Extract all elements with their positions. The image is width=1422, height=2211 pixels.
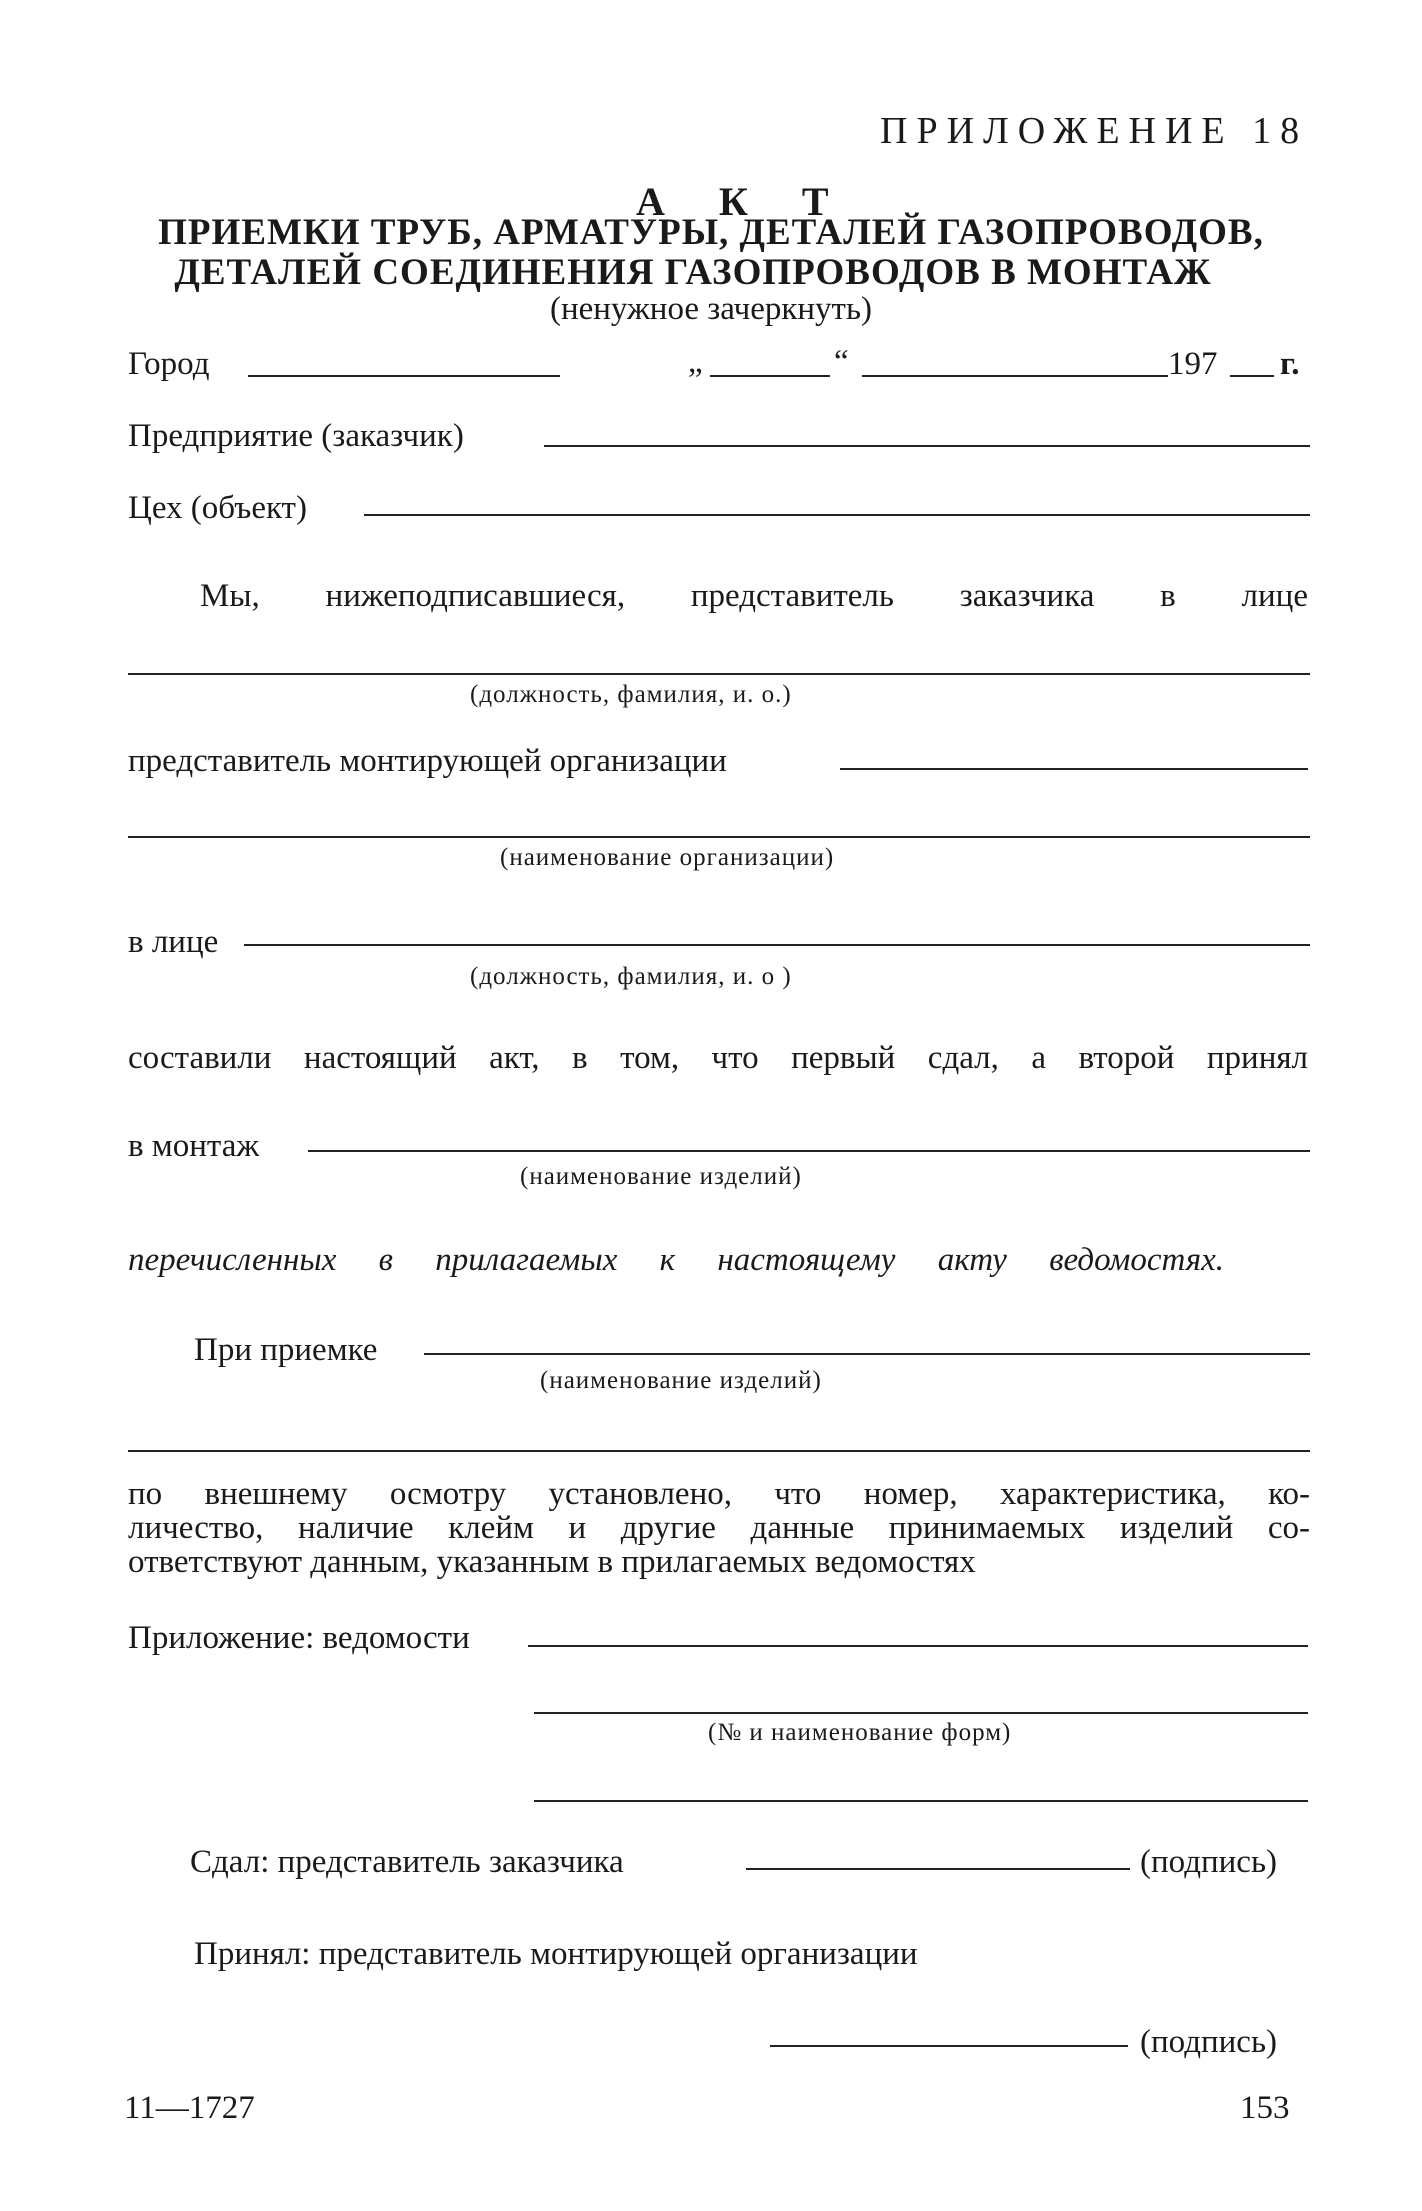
doc-title-line1: ПРИЕМКИ ТРУБ, АРМАТУРЫ, ДЕТАЛЕЙ ГАЗОПРОВОДОВ, [158, 212, 1264, 253]
title-note: (ненужное зачеркнуть) [549, 291, 873, 327]
inspection-line-2: личество, наличие клейм и другие данные принимаемых изделий со- [128, 1510, 1310, 1546]
installer-label: представитель монтирующей организации [128, 743, 727, 779]
installation-label: в монтаж [128, 1128, 260, 1164]
p1-word: в [1160, 578, 1176, 614]
caption-position-name: (должность, фамилия, и. о.) [470, 681, 792, 708]
in-person-field-line [244, 944, 1310, 946]
installation-field-line [308, 1150, 1310, 1152]
doc-title-line2: ДЕТАЛЕЙ СОЕДИНЕНИЯ ГАЗОПРОВОДОВ В МОНТАЖ [174, 252, 1212, 293]
drawn-up-text: составили настоящий акт, в том, что первый сдал, а второй принял [128, 1040, 1308, 1076]
city-label: Город [128, 346, 210, 382]
p1-word: лице [1241, 578, 1308, 614]
doc-title-akt: А К Т [636, 179, 851, 224]
page-number: 153 [1240, 2090, 1290, 2126]
year-field-line [1230, 375, 1274, 377]
p1-word: Мы, [200, 578, 260, 614]
caption-product-name-2: (наименование изделий) [540, 1367, 822, 1394]
inspection-line-3: ответствуют данным, указанным в прилагаемых ведомостях [128, 1544, 976, 1580]
acceptance-label: При приемке [194, 1332, 378, 1368]
accepted-label: Принял: представитель монтирующей организации [194, 1936, 918, 1972]
p1-word: представитель [690, 578, 894, 614]
date-quote-close: “ [834, 344, 849, 380]
year-suffix: г. [1280, 346, 1300, 382]
signature-caption-2: (подпись) [1140, 2024, 1277, 2060]
workshop-field-line [364, 514, 1310, 516]
footer-code: 11—1727 [124, 2090, 255, 2126]
year-label: 197 [1168, 346, 1218, 382]
forms-field-line [534, 1712, 1308, 1714]
attachment-label: Приложение: ведомости [128, 1620, 470, 1656]
customer-rep-field-line [128, 673, 1310, 675]
inspection-line-1: по внешнему осмотру установлено, что номер, характеристика, ко- [128, 1476, 1310, 1512]
date-quote-open: „ [688, 344, 703, 380]
caption-product-name: (наименование изделий) [520, 1163, 802, 1190]
signature-line-2 [770, 2045, 1128, 2047]
listed-text: перечисленных в прилагаемых к настоящему акту ведомостях. [128, 1242, 1224, 1278]
signature-caption-1: (подпись) [1140, 1844, 1277, 1880]
signature-line-1 [746, 1868, 1130, 1870]
month-field-line [862, 375, 1168, 377]
p1-word: нижеподписавшиеся, [325, 578, 626, 614]
org-name-field-line [128, 836, 1310, 838]
city-field-line [248, 375, 560, 377]
caption-forms: (№ и наименование форм) [708, 1719, 1012, 1746]
day-field-line [710, 375, 830, 377]
forms-field-line-2 [534, 1800, 1308, 1802]
caption-org-name: (наименование организации) [500, 844, 835, 871]
enterprise-label: Предприятие (заказчик) [128, 418, 464, 454]
appendix-label: ПРИЛОЖЕНИЕ 18 [880, 110, 1309, 152]
acceptance-field-line [424, 1353, 1310, 1355]
caption-position-name-2: (должность, фамилия, и. о ) [470, 963, 792, 990]
handed-over-label: Сдал: представитель заказчика [190, 1844, 624, 1880]
attachment-field-line [528, 1645, 1308, 1647]
acceptance-field-line-2 [128, 1450, 1310, 1452]
workshop-label: Цех (объект) [128, 490, 307, 526]
p1-word: заказчика [959, 578, 1095, 614]
in-person-label: в лице [128, 924, 219, 960]
enterprise-field-line [544, 445, 1310, 447]
installer-field-line [840, 768, 1308, 770]
representatives-paragraph [200, 580, 1308, 613]
